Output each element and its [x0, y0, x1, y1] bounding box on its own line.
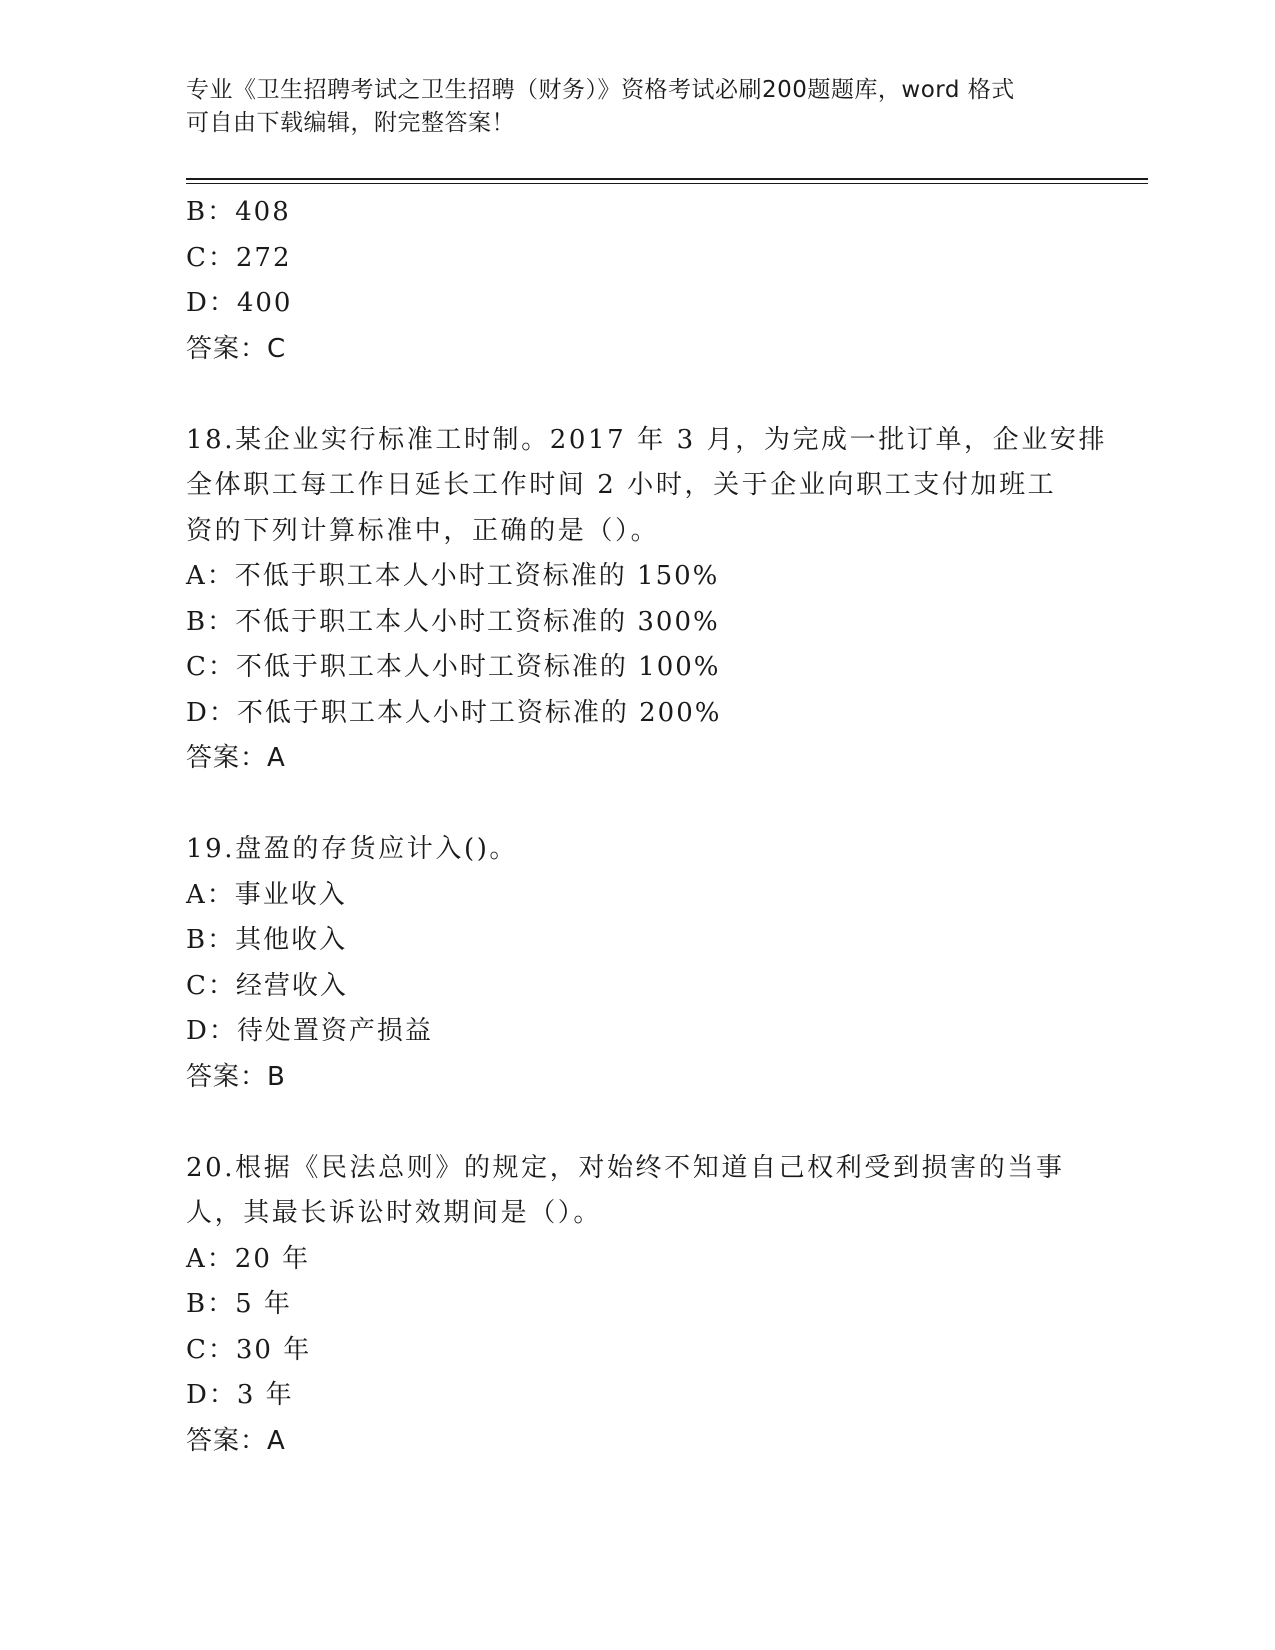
option-a: A：20 年 [186, 1243, 311, 1274]
question-stem: 资的下列计算标准中，正确的是（）。 [186, 515, 660, 546]
answer-line: 答案：A [186, 743, 286, 773]
option-c: C：272 [186, 242, 292, 273]
question-stem: 全体职工每工作日延长工作时间 2 小时，关于企业向职工支付加班工 [186, 470, 1057, 500]
document-body [186, 190, 1108, 1464]
header-rule-thick [186, 178, 1148, 180]
option-b: B：5 年 [186, 1289, 292, 1319]
header-line-1: 专业《卫生招聘考试之卫生招聘（财务）》资格考试必刷200题题库，word 格式 [186, 77, 1015, 103]
option-b: B：408 [186, 197, 291, 227]
question-stem: 人，其最长诉讼时效期间是（）。 [186, 1198, 603, 1228]
question-20 [186, 1146, 1086, 1465]
option-c: C：不低于职工本人小时工资标准的 100% [186, 652, 721, 682]
option-d: D：3 年 [186, 1380, 294, 1410]
question-17-tail [186, 190, 1086, 372]
option-d: D：不低于职工本人小时工资标准的 200% [186, 697, 722, 728]
option-b: B：不低于职工本人小时工资标准的 300% [186, 606, 720, 637]
answer-line: 答案：A [186, 1425, 286, 1456]
answer-line: 答案：B [186, 1061, 286, 1092]
option-a: A：事业收入 [186, 879, 347, 910]
page-header [186, 74, 1066, 140]
option-c: C：经营收入 [186, 970, 348, 1001]
answer-line: 答案：C [186, 333, 287, 364]
header-rule-thin [186, 183, 1148, 184]
question-19 [186, 827, 1086, 1100]
option-a: A：不低于职工本人小时工资标准的 150% [186, 561, 720, 591]
option-c: C：30 年 [186, 1334, 312, 1365]
option-d: D：待处置资产损益 [186, 1016, 433, 1046]
option-b: B：其他收入 [186, 925, 348, 955]
header-line-2: 可自由下载编辑，附完整答案！ [186, 110, 515, 136]
question-stem: 20.根据《民法总则》的规定，对始终不知道自己权利受到损害的当事 [186, 1152, 1065, 1183]
option-d: D：400 [186, 288, 293, 318]
question-18 [186, 418, 1108, 782]
question-stem: 18.某企业实行标准工时制。2017 年 3 月，为完成一批订单，企业安排 [186, 424, 1108, 455]
question-stem: 19.盘盈的存货应计入()。 [186, 834, 519, 864]
